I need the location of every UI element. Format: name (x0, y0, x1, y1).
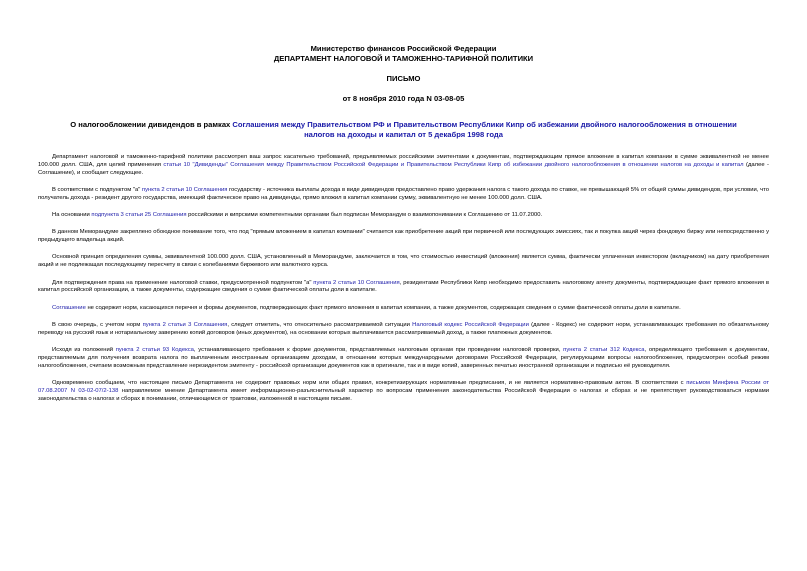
document-subject (38, 120, 769, 140)
paragraph-p8 (38, 322, 769, 338)
paragraph-p5 (38, 254, 769, 270)
subject-agreement-link[interactable]: Соглашения между Правительством РФ и Правительством Республики Кипр об избежании двойного налогообложения в отношении налогов на доходы и капитал от 5 декабря 1998 года (232, 120, 737, 139)
paragraph-text: российскими и кипрскими компетентными органами был подписан Меморандум о взаимопонимании к Соглашению от 11.07.2000. (186, 212, 543, 219)
paragraph-text: , резидентами Республики Кипр необходимо предоставить налоговому агенту документы, подтверждающие факт прямого вложения в капитал российской организации, а также документы, содержащие сведения о сумме фактической оплаты доли в капитале. (38, 279, 769, 294)
document-type: ПИСЬМО (386, 74, 421, 83)
paragraph-text: , устанавливающего требования к форме документов, представляемых налоговым органам при проведении налоговой проверки, (193, 346, 564, 353)
paragraph-text: Департамент налоговой и таможенно-тарифной политики рассмотрел ваш запрос касательно требований, предъявляемых российскими эмитентами к документам, подтверждающим прямое вложение в капитал компании в сумме эквивалентной не менее 100.000 долл. США, для целей применения (38, 154, 769, 168)
paragraph-p9 (38, 347, 769, 371)
legal-reference-link[interactable]: пункта 2 статьи 312 Кодекса (563, 346, 645, 353)
subject-prefix: О налогообложении дивидендов в рамках (70, 120, 233, 129)
paragraph-text: Основной принцип определения суммы, эквивалентной 100.000 долл. США, установленный в Меморандуме, заключается в том, что стоимостью инвестиций (вложения) является сумма, фактически уплаченная инвестором (вкладчиком) на дату приобретения акций и не подлежащая последующему пересчету в связи с колебаниями биржевого или валютного курса. (38, 254, 769, 269)
paragraph-p2 (38, 187, 769, 203)
paragraph-text: (далее - Соглашение), и сообщает следующее. (38, 161, 770, 176)
paragraph-text: не содержит норм, касающихся перечня и формы документов, подтверждающих факт прямого вложения в капитал компании, а также документов, содержащих сведения о сумме фактической оплаты доли в капитале. (85, 304, 681, 311)
department-name: ДЕПАРТАМЕНТ НАЛОГОВОЙ И ТАМОЖЕННО-ТАРИФНОЙ ПОЛИТИКИ (273, 54, 534, 63)
legal-reference-link[interactable]: подпункта 3 статьи 25 Соглашения (91, 212, 187, 219)
paragraph-p10 (38, 380, 769, 404)
ministry-name: Министерство финансов Российской Федерации (310, 44, 497, 53)
legal-reference-link[interactable]: пункта 2 статьи 10 Соглашения (141, 187, 228, 194)
paragraph-p4 (38, 229, 769, 245)
legal-reference-link[interactable]: статьи 10 "Дивиденды" Соглашения между Правительством Российской Федерации и Правительством Республики Кипр об избежании двойного налогообложения в отношении налогов на доходы и капитал (163, 161, 744, 168)
paragraph-p1 (38, 154, 769, 178)
document-page (38, 44, 769, 413)
paragraph-text: Исходя из положений (52, 346, 116, 353)
paragraph-p3 (38, 212, 769, 220)
legal-reference-link[interactable]: Соглашение (52, 304, 86, 311)
legal-reference-link[interactable]: письмом Минфина России от 07.08.2007 N 03-02-07/2-138 (38, 379, 769, 394)
legal-reference-link[interactable]: пункта 2 статьи 93 Кодекса (115, 346, 194, 353)
legal-reference-link[interactable]: пункта 2 статьи 3 Соглашения (142, 321, 228, 328)
paragraph-text: В свою очередь, с учетом норм (52, 321, 143, 328)
paragraph-p7 (38, 305, 769, 313)
document-date: от 8 ноября 2010 года N 03-08-05 (342, 94, 465, 103)
legal-reference-link[interactable]: пункта 2 статьи 10 Соглашения (313, 279, 400, 286)
paragraph-text: В соответствии с подпунктом "a" (52, 187, 142, 194)
paragraph-p6 (38, 280, 769, 296)
paragraph-text: Одновременно сообщаем, что настоящее письмо Департамента не содержит правовых норм или общих правил, конкретизирующих нормативные предписания, и не является нормативно-правовым актом. В соответствии с (52, 379, 687, 386)
paragraph-text: направляемое мнение Департамента имеет информационно-разъяснительный характер по вопросам применения законодательства Российской Федерации о налогах и сборах и не препятствует руководствоваться нормами законодательства о налогах и сборах в понимании, отличающемся от трактовки, изложенной в настоящем письме. (38, 387, 769, 402)
paragraph-text: Для подтверждения права на применение налоговой ставки, предусмотренной подпунктом "a" (52, 279, 314, 286)
paragraph-text: , следует отметить, что относительно рассматриваемой ситуации (227, 321, 413, 328)
paragraph-text: (далее - Кодекс) не содержит норм, устанавливающих требования по обязательному переводу на русский язык и нотариальному заверению копий договоров (иных документов), на основании которых выплачивается рассматриваемый доход, а также платежных документов. (38, 321, 769, 336)
paragraph-text: В данном Меморандуме закреплено обоюдное понимание того, что под "прямым вложением в капитал компании" считается как приобретение акций при первичной или последующих эмиссиях, так и покупка акций через фондовую биржу или непосредственно у предыдущего владельца акций. (38, 229, 769, 244)
document-body (38, 154, 769, 404)
paragraph-text: На основании (52, 212, 92, 219)
legal-reference-link[interactable]: Налоговый кодекс Российской Федерации (412, 321, 529, 328)
paragraph-text: государству - источника выплаты дохода в виде дивидендов предоставлено право удержания налога с такого дохода по ставке, не превышающей 5% от общей суммы дивидендов, при условии, что получатель дохода - резидент другого государства, имеющий фактическое право на дивиденды, прямо вложил в капитал компании сумму, эквивалентную не менее 100.000 долл. США. (38, 187, 769, 201)
paragraph-text: , определяющего требования к документам, представляемым для получения возврата налога по выплаченным иностранным организациям доходам, в отношении которых международными договорами Российской Федерации, регулирующими вопросы налогообложения, предусмотрен особый режим налогообложения, считаем возможным представление нерезидентом эмитенту - российской организации документов как в оригинале, так и в виде копий, заверенных печатью иностранной организации и подписью её руководителя. (38, 346, 769, 369)
